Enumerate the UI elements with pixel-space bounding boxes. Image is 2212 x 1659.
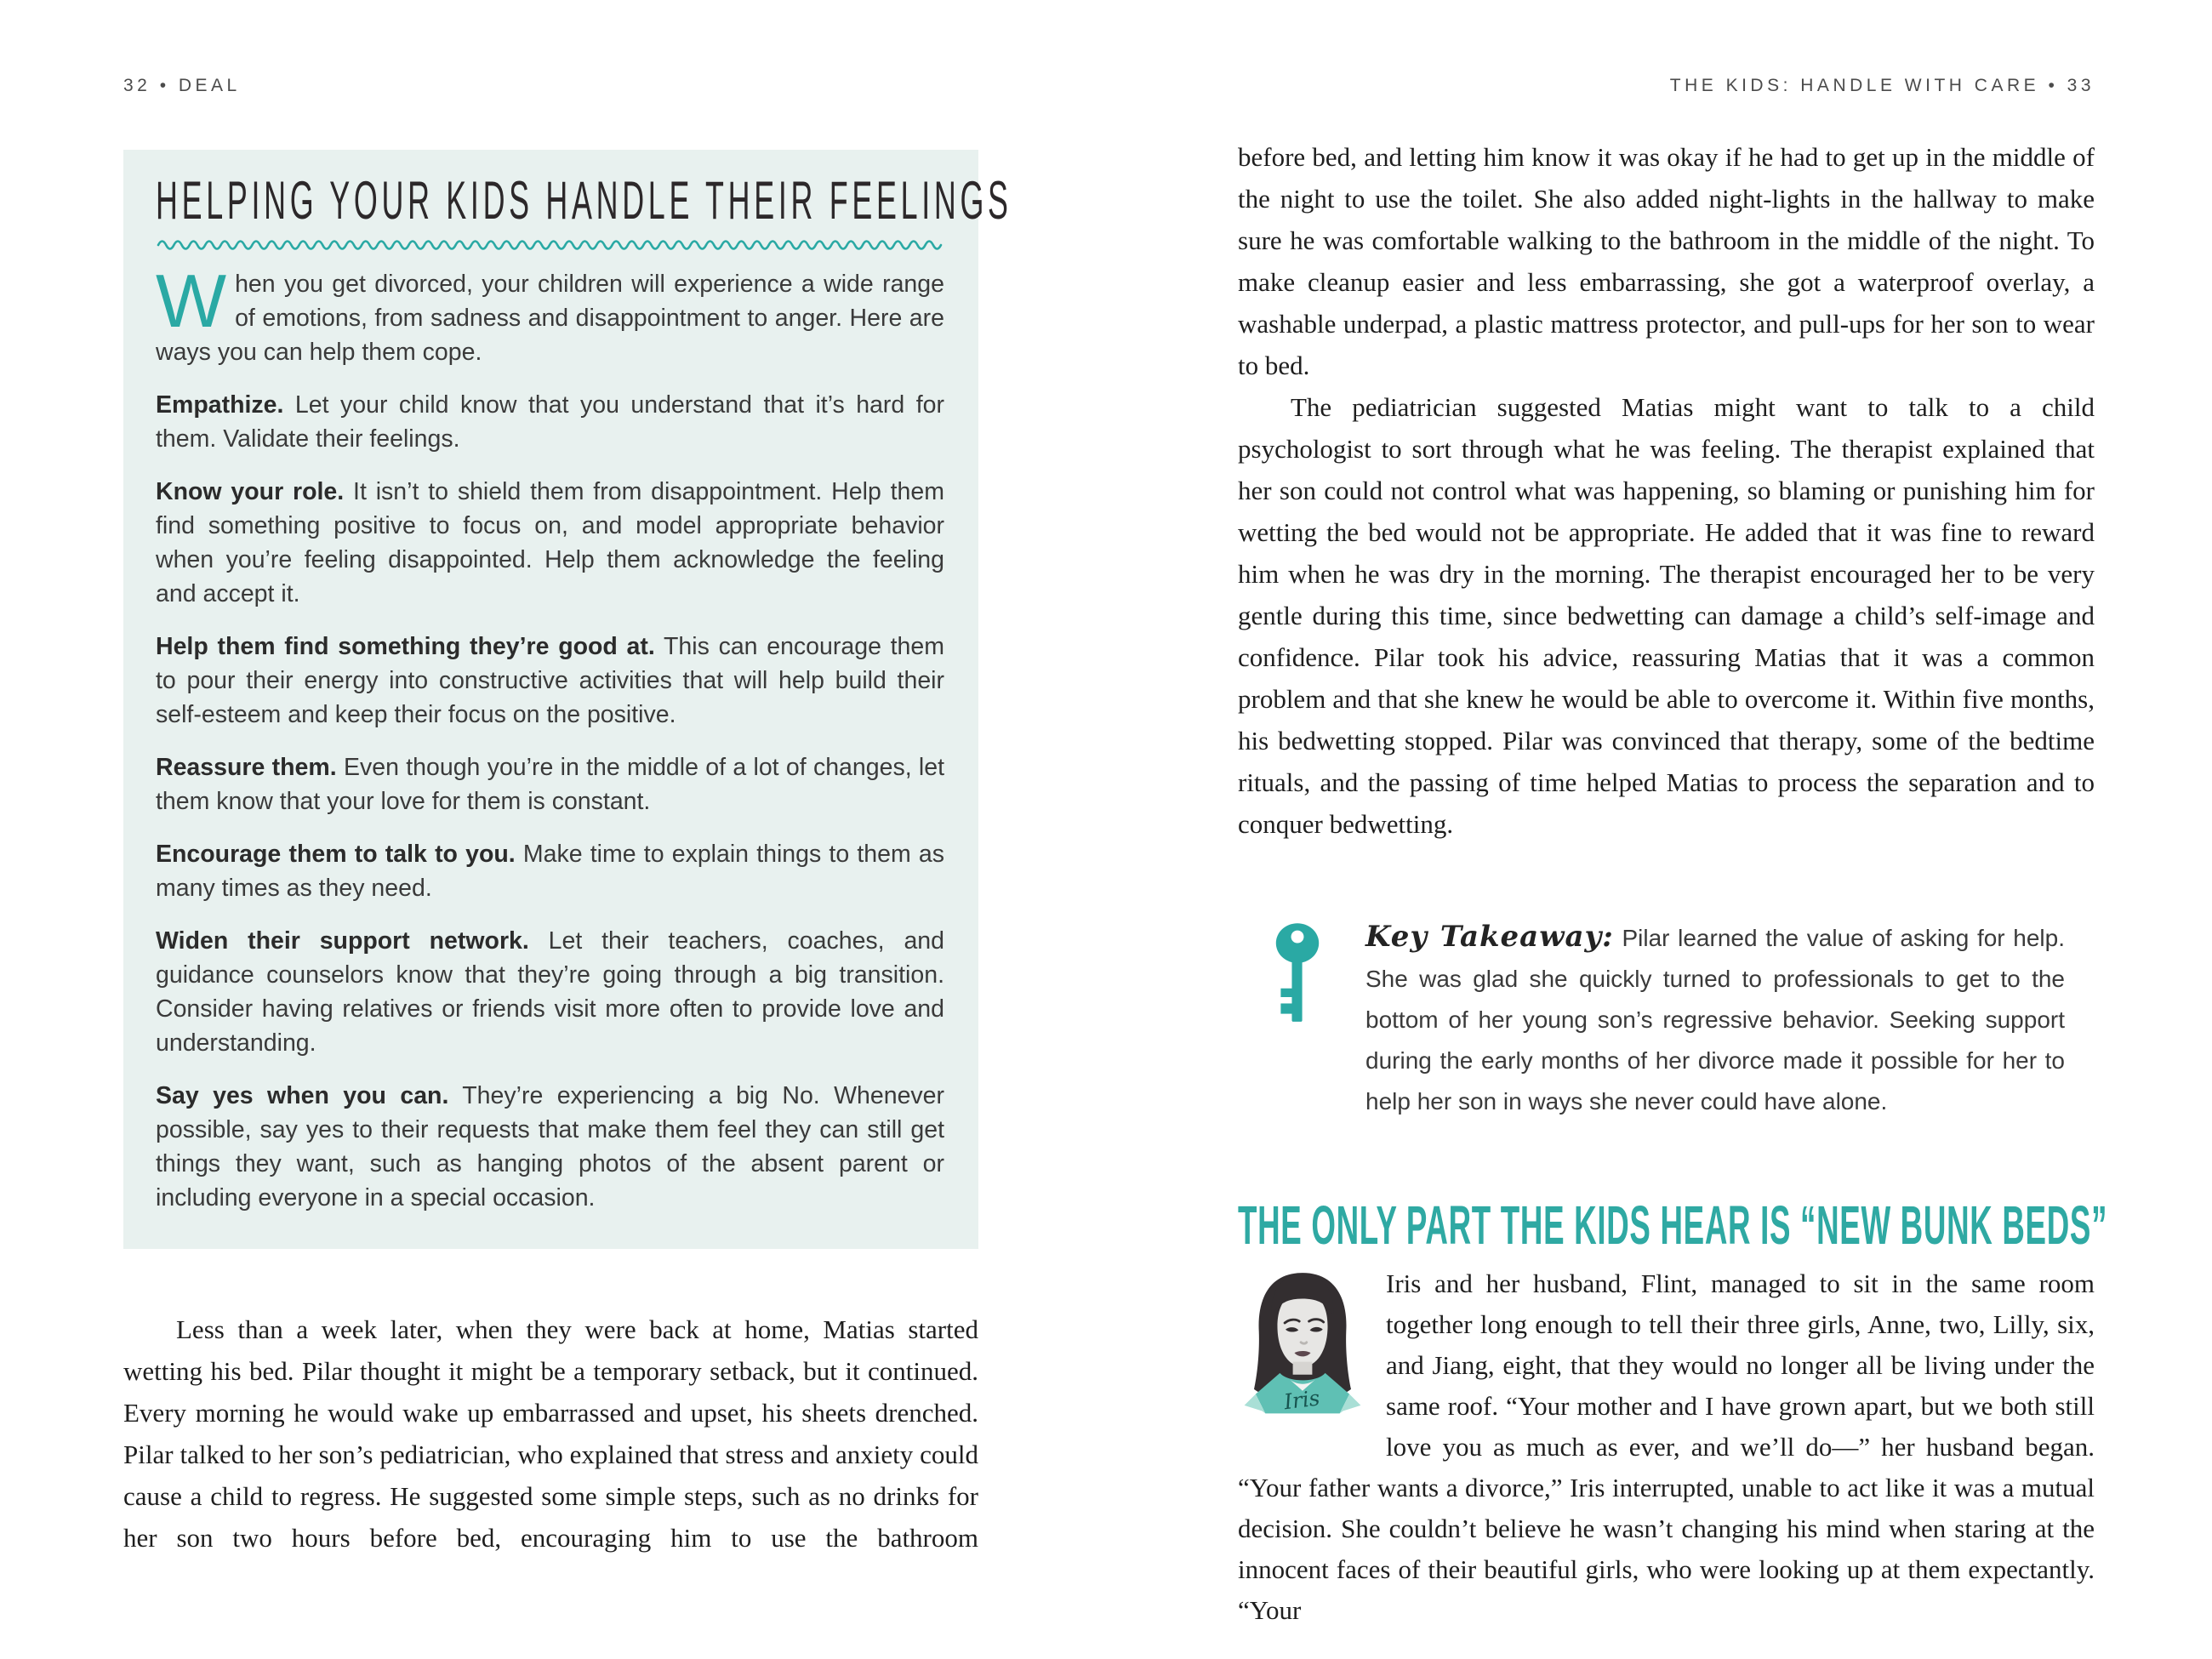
tip-lead: Widen their support network. (156, 927, 529, 955)
tip-box-intro-text: hen you get divorced, your children will experience a wide range of emotions, from sadness and disappointment to anger. Here are ways you can help them cope. (156, 271, 944, 366)
tip-text: Let your child know that you understand that it’s hard for them. Validate their feelings. (156, 391, 944, 453)
dropcap-w: W (156, 259, 227, 343)
page-left (123, 75, 1012, 1559)
tip-text: Even though you’re in the middle of a lot of changes, let them know that your love for them is constant. (156, 754, 945, 815)
tip-lead: Know your role. (156, 478, 345, 505)
paragraph-matias-bedwetting: Less than a week later, when they were back at home, Matias started wetting his bed. Pilar thought it might be a temporary setback, but it continued. Every morning he would wake up embarrassed and upset, his sheets drenched. Pilar talked to her son’s pediatrician, who explained that stress and anxiety could cause a child to regress. He suggested some simple steps, such as no drinks for her son two hours before bed, encouraging him to use the bathroom (123, 1314, 978, 1553)
tip-empathize (156, 388, 944, 456)
tip-text: This can encourage them to pour their energy into constructive activities that will help build their self-esteem and keep their focus on the positive. (156, 633, 945, 728)
tip-text: They’re experiencing a big No. Whenever possible, say yes to their requests that make them feel they can still get things they want, such as hanging photos of the absent parent or including everyone in a special occasion. (156, 1082, 945, 1211)
tip-say-yes (156, 1079, 944, 1215)
iris-story-block (1238, 1263, 2095, 1631)
running-head-left: 32 • DEAL (123, 76, 241, 95)
tip-text: It isn’t to shield them from disappointment. Help them find something positive to focus on, and model appropriate behavior when you’re feeling disappointed. Help them acknowledge the feeling and accept it. (156, 478, 944, 607)
tip-lead: Empathize. (156, 391, 284, 419)
key-takeaway-callout (1238, 916, 2095, 1122)
tip-box-title: HELPING YOUR KIDS HANDLE THEIR FEELINGS (156, 169, 1012, 231)
feelings-tip-box (123, 150, 1012, 1249)
tip-text: Make time to explain things to them as many times as they need. (156, 841, 944, 902)
key-takeaway-text: Pilar learned the value of asking for help. She was glad she quickly turned to professionals to get to the bottom of her young son’s regressive behavior. Seeking support during the early months of her divorce made it possible for her to help her son in ways she never could have alone. (1365, 925, 2065, 1115)
tip-reassure-them (156, 750, 944, 818)
paragraph-iris-flint: Iris and her husband, Flint, managed to sit in the same room together long enough to tell their three girls, Anne, two, Lilly, six, and Jiang, eight, that they would no longer all be living under the same roof. “Your mother and I have grown apart, but we both still love you as much as ever, and we’ll do—” her husband began. “Your father wants a divorce,” Iris interrupted, unable to act like it was a mutual decision. She couldn’t believe he wasn’t changing his mind when staring at the innocent faces of their beautiful girls, who were looking up at them expectantly. “Your (1238, 1268, 2095, 1625)
tip-lead: Reassure them. (156, 754, 337, 781)
wavy-divider (156, 237, 944, 254)
key-takeaway-paragraph (1365, 916, 2065, 1122)
iris-portrait-illustration (1238, 1267, 1367, 1427)
tip-find-something-good-at (156, 630, 944, 732)
key-takeaway-lead: Key Takeaway: (1365, 920, 1614, 954)
tip-box-intro (156, 259, 944, 369)
tip-know-your-role (156, 475, 944, 611)
tip-lead: Say yes when you can. (156, 1082, 449, 1109)
page-right (1238, 75, 2108, 1631)
iris-caption: Iris (1282, 1385, 1321, 1415)
running-head-right: THE KIDS: HANDLE WITH CARE • 33 (1669, 76, 2095, 95)
tip-text: Let their teachers, coaches, and guidance counselors know that they’re going through a big transition. Consider having relatives or friends visit more often to provide love and understanding. (156, 927, 944, 1057)
section-heading-new-bunk-beds: THE ONLY PART THE KIDS HEAR IS “NEW BUNK BEDS” (1238, 1195, 2108, 1257)
tip-lead: Encourage them to talk to you. (156, 841, 516, 868)
iris-portrait-svg (1238, 1267, 1367, 1427)
key-icon (1274, 921, 1321, 1025)
tip-widen-network (156, 924, 944, 1060)
paragraph-bedtime-routine: before bed, and letting him know it was okay if he had to get up in the middle of the night to use the toilet. She also added night-lights in the hallway to make sure he was comfortable walking to the bathroom in the middle of the night. To make cleanup easier and less embarrassing, she got a waterproof overlay, a washable underpad, a plastic mattress protector, and pull-ups for her son to wear to bed. (1238, 142, 2095, 380)
tip-lead: Help them find something they’re good at. (156, 633, 655, 660)
tip-encourage-talk (156, 837, 944, 905)
paragraph-pediatrician-therapist: The pediatrician suggested Matias might want to talk to a child psychologist to sort through what he was feeling. The therapist explained that her son could not control what was happening, so blaming or punishing him for wetting the bed would not be appropriate. He added that it was fine to reward him when he was dry in the morning. The therapist encouraged her to be very gentle during this time, since bedwetting can damage a child’s self-image and confidence. Pilar took his advice, reassuring Matias that it was a common problem and that she knew he would be able to overcome it. Within five months, his bedwetting stopped. Pilar was convinced that therapy, some of the bedtime rituals, and the passing of time helped Matias to process the separation and to conquer bedwetting. (1238, 392, 2095, 839)
